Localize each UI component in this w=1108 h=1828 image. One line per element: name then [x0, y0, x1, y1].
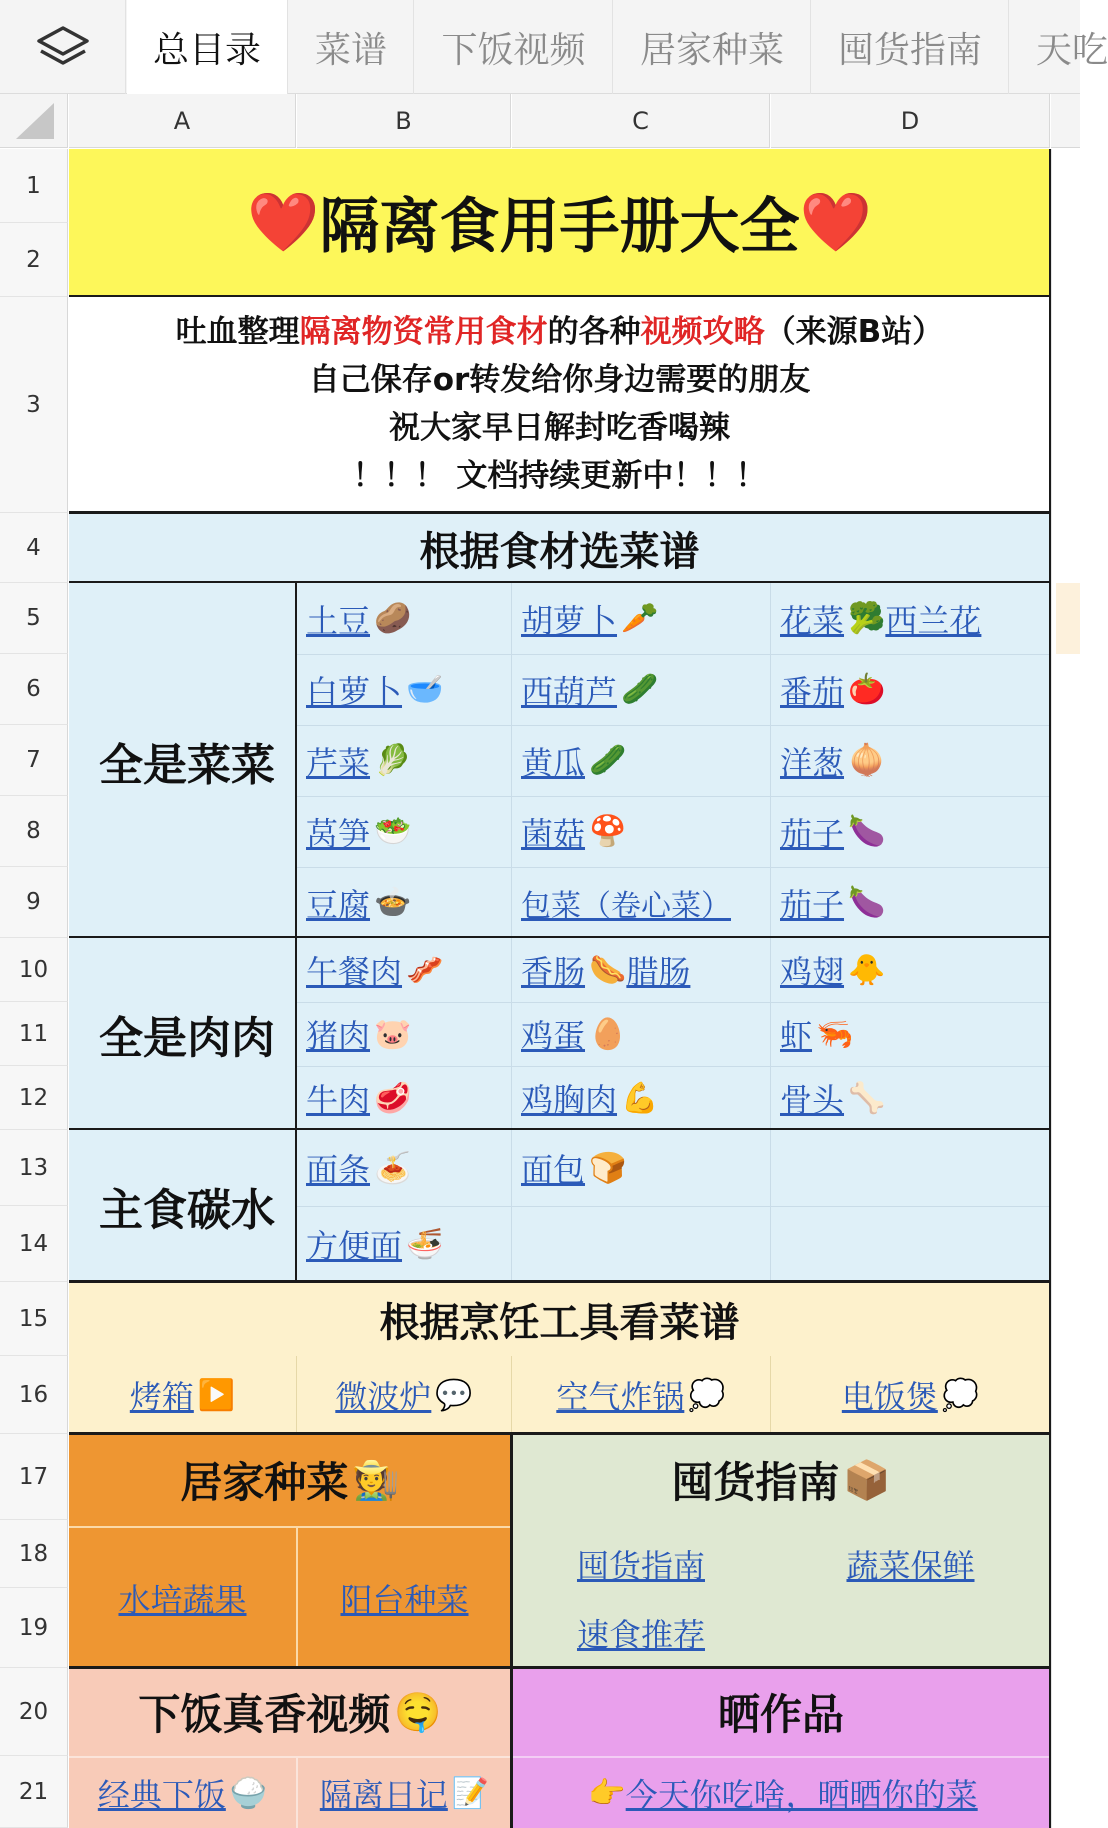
link-label[interactable]: 空气炸锅	[556, 1378, 685, 1416]
link-quarantine-diary[interactable]	[298, 1758, 511, 1828]
link-vegetable-freshness[interactable]	[771, 1528, 1050, 1600]
recipe-link-potato[interactable]	[306, 583, 506, 654]
link-label[interactable]: 虾	[780, 1017, 813, 1055]
bacon-icon: 🥓	[406, 952, 444, 988]
link-balcony-garden[interactable]	[298, 1528, 511, 1668]
link-label[interactable]: 西兰花	[885, 601, 982, 640]
title-banner	[69, 149, 1050, 295]
intro-line-1	[176, 308, 944, 356]
link-label[interactable]: 菌菇	[521, 814, 586, 853]
link-label[interactable]: 茄子	[780, 814, 845, 853]
row-header[interactable]: 6	[0, 654, 68, 725]
row-header[interactable]: 8	[0, 796, 68, 867]
link-quick-food[interactable]	[512, 1598, 770, 1668]
link-label[interactable]: 今天你吃啥，晒晒你的菜	[625, 1776, 978, 1814]
recipe-link-eggplant-2[interactable]	[780, 867, 1048, 938]
row-header[interactable]: 10	[0, 938, 68, 1002]
link-label[interactable]: 土豆	[306, 601, 371, 640]
border-line	[1049, 149, 1051, 1828]
intro-text: （来源B站）	[764, 314, 944, 350]
section-title: 晒作品	[717, 1690, 844, 1739]
link-stocking-guide[interactable]	[512, 1528, 770, 1600]
link-share-your-dish[interactable]	[512, 1758, 1050, 1828]
memo-icon: 📝	[451, 1775, 490, 1811]
chick-icon: 🐥	[848, 952, 886, 988]
recipe-link-cucumber[interactable]	[521, 725, 766, 796]
pig-icon: 🐷	[374, 1016, 412, 1052]
section-showcase	[512, 1668, 1050, 1756]
link-label[interactable]: 黄瓜	[521, 743, 586, 782]
link-label[interactable]: 烤箱	[129, 1378, 194, 1416]
layers-button[interactable]	[0, 0, 126, 94]
link-label[interactable]: 牛肉	[306, 1081, 371, 1119]
tomato-icon: 🍅	[848, 672, 886, 707]
bread-icon: 🍞	[589, 1150, 627, 1186]
tab-recipes[interactable]: 菜谱	[289, 0, 414, 94]
border-line	[69, 295, 1050, 297]
corner-triangle-icon	[12, 101, 56, 141]
section-by-ingredient	[69, 513, 1050, 583]
link-label[interactable]: 经典下饭	[97, 1776, 226, 1814]
recipe-link-mushroom[interactable]	[521, 796, 766, 867]
intro-highlight: 隔离物资常用食材	[299, 314, 548, 350]
recipe-link-bones[interactable]	[780, 1066, 1048, 1130]
layers-icon	[35, 24, 91, 70]
link-label[interactable]: 花菜	[780, 601, 845, 640]
column-header-a[interactable]: A	[69, 94, 296, 148]
hotdog-icon: 🌭	[589, 952, 627, 988]
recipe-link-carrot[interactable]	[521, 583, 766, 654]
link-label[interactable]: 芹菜	[306, 743, 371, 782]
border-line	[69, 1666, 1050, 1669]
section-title: 根据食材选菜谱	[419, 528, 700, 575]
tool-link-rice-cooker[interactable]	[771, 1356, 1050, 1434]
row-header[interactable]: 4	[0, 513, 68, 583]
link-label[interactable]: 阳台种菜	[340, 1581, 469, 1619]
recipe-link-lettuce[interactable]	[306, 796, 506, 867]
recipe-link-zucchini[interactable]	[521, 654, 766, 725]
link-label[interactable]: 电饭煲	[841, 1378, 938, 1416]
mushroom-icon: 🍄	[589, 814, 627, 849]
section-title: 根据烹饪工具看菜谱	[379, 1299, 740, 1346]
link-label[interactable]: 蔬菜保鲜	[846, 1547, 975, 1585]
recipe-link-instant-noodles[interactable]	[306, 1206, 506, 1282]
thought-bubble-icon: 💭	[688, 1377, 726, 1413]
link-label[interactable]: 洋葱	[780, 743, 845, 782]
category-staples	[69, 1130, 296, 1282]
section-videos	[69, 1668, 511, 1756]
border-line	[295, 583, 297, 1282]
shrimp-icon: 🦐	[816, 1016, 854, 1052]
recipe-link-onion[interactable]	[780, 725, 1048, 796]
recipe-link-noodles[interactable]	[306, 1130, 506, 1206]
speech-bubble-icon: 💬	[435, 1377, 473, 1413]
link-label[interactable]: 鸡蛋	[521, 1017, 586, 1055]
section-stocking-guide	[512, 1434, 1050, 1526]
column-e-highlight	[1056, 583, 1080, 654]
link-label[interactable]: 囤货指南	[576, 1547, 705, 1585]
link-label[interactable]: 西葫芦	[521, 672, 618, 711]
recipe-link-pork[interactable]	[306, 1002, 506, 1066]
row-header[interactable]: 16	[0, 1356, 68, 1434]
category-label: 主食碳水	[99, 1185, 275, 1236]
drooling-face-icon: 🤤	[394, 1689, 442, 1734]
border-line	[69, 936, 1050, 938]
tool-link-microwave[interactable]	[297, 1356, 511, 1434]
link-classic-meals[interactable]	[69, 1758, 296, 1828]
grid-line	[511, 583, 512, 1282]
bone-icon: 🦴	[848, 1080, 886, 1116]
recipe-link-cauliflower[interactable]	[780, 583, 1048, 654]
section-title: 囤货指南	[671, 1458, 840, 1507]
border-line	[69, 1280, 1050, 1283]
tool-link-oven[interactable]	[69, 1356, 296, 1434]
recipe-link-celery[interactable]	[306, 725, 506, 796]
border-line	[69, 511, 1050, 514]
section-title: 下饭真香视频	[138, 1690, 391, 1739]
row-header[interactable]: 17	[0, 1434, 68, 1520]
tab-planting[interactable]: 居家种菜	[614, 0, 811, 94]
row-header[interactable]: 19	[0, 1588, 68, 1668]
column-header-c[interactable]: C	[512, 94, 770, 148]
pointing-hand-icon: 👉	[588, 1775, 626, 1811]
row-header[interactable]: 11	[0, 1002, 68, 1066]
package-icon: 📦	[843, 1457, 891, 1502]
row-header[interactable]: 14	[0, 1206, 68, 1282]
link-label[interactable]: 骨头	[780, 1081, 845, 1119]
heart-icon: ❤️	[247, 187, 320, 256]
link-label[interactable]: 面条	[306, 1151, 371, 1189]
spaghetti-icon: 🍝	[374, 1150, 412, 1186]
recipe-link-sausage[interactable]	[521, 938, 766, 1002]
tab-overview[interactable]: 总目录	[127, 0, 288, 95]
row-header[interactable]: 5	[0, 583, 68, 654]
recipe-link-radish[interactable]	[306, 654, 506, 725]
link-label[interactable]: 莴笋	[306, 814, 371, 853]
link-label[interactable]: 速食推荐	[576, 1616, 705, 1654]
link-label[interactable]: 豆腐	[306, 885, 371, 924]
row-header[interactable]: 2	[0, 223, 68, 297]
link-label[interactable]: 猪肉	[306, 1017, 371, 1055]
column-header-d[interactable]: D	[771, 94, 1050, 148]
bowl-icon: 🥣	[406, 672, 444, 707]
column-e-empty	[1051, 149, 1080, 1828]
link-label[interactable]: 茄子	[780, 885, 845, 924]
border-line	[69, 581, 1050, 583]
section-by-tool	[69, 1282, 1050, 1356]
intro-highlight: 视频攻略	[640, 314, 765, 350]
link-label[interactable]: 白萝卜	[306, 672, 403, 711]
intro-text: 吐血整理	[175, 314, 300, 350]
tab-stocking[interactable]: 囤货指南	[812, 0, 1009, 94]
link-hydroponics[interactable]	[69, 1528, 296, 1668]
play-icon: ▶️	[197, 1377, 236, 1413]
tab-daily[interactable]: 天吃	[1036, 29, 1108, 71]
grid-line	[770, 583, 771, 1282]
meat-icon: 🥩	[374, 1080, 412, 1116]
heart-icon: ❤️	[799, 187, 872, 256]
intro-line-3: 祝大家早日解封吃香喝辣	[389, 410, 730, 446]
row-header[interactable]: 15	[0, 1282, 68, 1356]
link-label[interactable]: 水培蔬果	[118, 1581, 247, 1619]
row-header[interactable]: 3	[0, 297, 68, 513]
recipe-link-cabbage[interactable]	[521, 867, 766, 938]
column-header-b[interactable]: B	[297, 94, 511, 148]
farmer-icon: 🧑‍🌾	[352, 1457, 400, 1502]
row-header[interactable]: 13	[0, 1130, 68, 1206]
flexed-bicep-icon: 💪	[621, 1080, 659, 1116]
page-title: 隔离食用手册大全	[319, 192, 800, 262]
recipe-link-eggplant[interactable]	[780, 796, 1048, 867]
leafy-greens-icon: 🥬	[374, 743, 412, 778]
recipe-link-beef[interactable]	[306, 1066, 506, 1130]
link-label[interactable]: 鸡胸肉	[521, 1081, 618, 1119]
link-label[interactable]: 方便面	[306, 1227, 403, 1265]
eggplant-icon: 🍆	[848, 885, 886, 920]
section-home-planting	[69, 1434, 511, 1526]
link-label[interactable]: 隔离日记	[319, 1776, 448, 1814]
link-label[interactable]: 胡萝卜	[521, 601, 618, 640]
row-header[interactable]: 12	[0, 1066, 68, 1130]
soup-icon: 🍲	[374, 885, 412, 920]
category-label: 全是菜菜	[99, 739, 275, 791]
recipe-link-tomato[interactable]	[780, 654, 1048, 725]
recipe-link-luncheon-meat[interactable]	[306, 938, 506, 1002]
ramen-icon: 🍜	[406, 1226, 444, 1262]
row-header[interactable]: 20	[0, 1668, 68, 1756]
egg-icon: 🥚	[589, 1016, 627, 1052]
row-header[interactable]: 1	[0, 149, 68, 223]
link-label[interactable]: 腊肠	[626, 953, 691, 991]
column-header-e[interactable]	[1051, 94, 1080, 148]
salad-icon: 🥗	[374, 814, 412, 849]
border-line	[510, 1434, 513, 1828]
link-label[interactable]: 面包	[521, 1151, 586, 1189]
recipe-link-chicken-wings[interactable]	[780, 938, 1048, 1002]
cucumber-icon: 🥒	[621, 672, 659, 707]
select-all-corner[interactable]	[0, 94, 68, 148]
carrot-icon: 🥕	[621, 601, 659, 636]
row-header[interactable]: 18	[0, 1520, 68, 1588]
category-vegetables	[69, 583, 296, 938]
thought-bubble-icon: 💭	[941, 1377, 980, 1413]
onion-icon: 🧅	[848, 743, 886, 778]
row-header[interactable]: 7	[0, 725, 68, 796]
recipe-link-egg[interactable]	[521, 1002, 766, 1066]
row-header[interactable]: 21	[0, 1756, 68, 1828]
link-label[interactable]: 鸡翅	[780, 953, 845, 991]
tab-videos[interactable]: 下饭视频	[415, 0, 613, 94]
link-label[interactable]: 香肠	[521, 953, 586, 991]
broccoli-icon: 🥦	[848, 601, 886, 636]
cucumber-icon: 🥒	[589, 743, 627, 778]
border-line	[69, 1432, 1050, 1435]
eggplant-icon: 🍆	[848, 814, 886, 849]
link-label[interactable]: 微波炉	[335, 1378, 432, 1416]
section-title: 居家种菜	[180, 1458, 349, 1507]
intro-line-2: 自己保存or转发给你身边需要的朋友	[308, 362, 811, 398]
link-label[interactable]: 番茄	[780, 672, 845, 711]
recipe-link-shrimp[interactable]	[780, 1002, 1048, 1066]
border-line	[69, 1128, 1050, 1130]
category-label: 全是肉肉	[99, 1013, 275, 1064]
row-header[interactable]: 9	[0, 867, 68, 938]
category-meat	[69, 938, 296, 1130]
rice-icon: 🍚	[229, 1775, 268, 1811]
recipe-link-chicken-breast[interactable]	[521, 1066, 766, 1130]
tool-link-air-fryer[interactable]	[512, 1356, 770, 1434]
recipe-link-tofu[interactable]	[306, 867, 506, 938]
intro-line-4: ！！！ 文档持续更新中！！！	[352, 458, 767, 494]
intro-text: 的各种	[547, 314, 641, 350]
link-label[interactable]: 包菜（卷心菜）	[521, 888, 731, 924]
recipe-link-bread[interactable]	[521, 1130, 766, 1206]
potato-icon: 🥔	[374, 601, 412, 636]
intro-block	[69, 297, 1050, 511]
link-label[interactable]: 午餐肉	[306, 953, 403, 991]
